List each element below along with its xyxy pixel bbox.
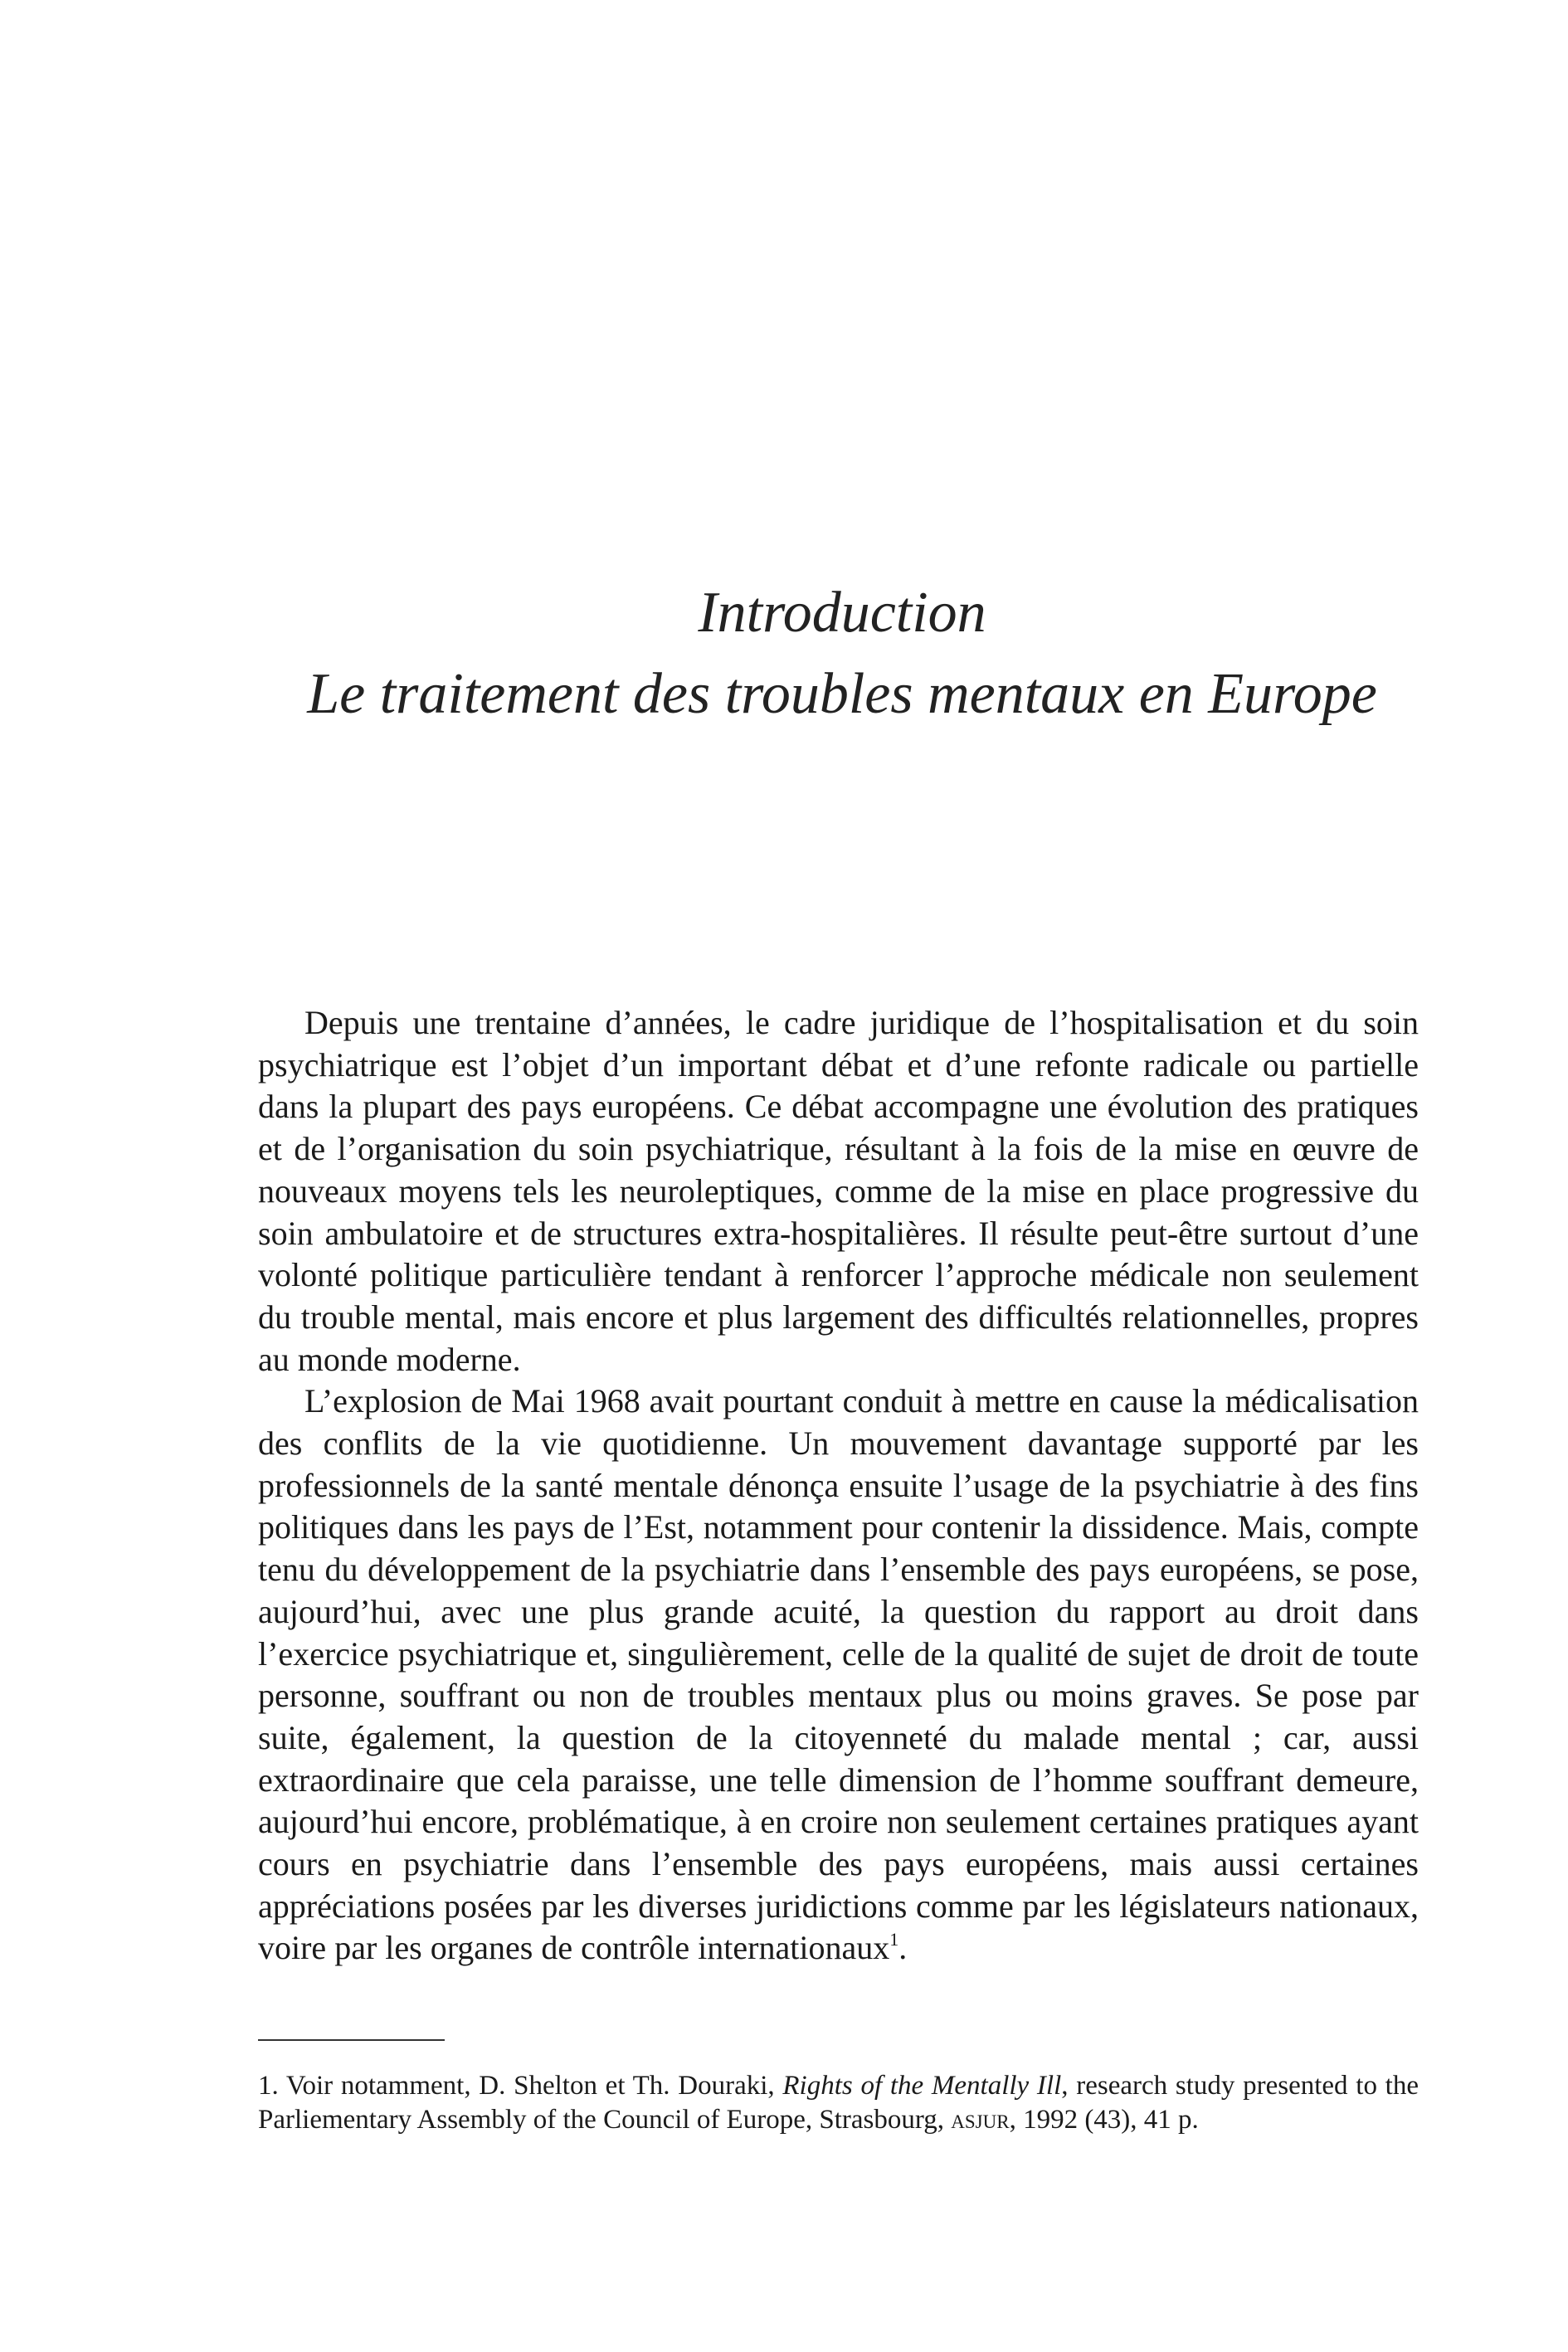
chapter-title-line-1: Introduction	[698, 581, 986, 645]
footnote-text-middle: , research study presented to the Parliementary Assembly of the Council of Europe, Strasbourg,	[258, 2071, 1419, 2135]
footnote-work-title: Rights of the Mentally Ill	[782, 2071, 1062, 2101]
paragraph-2-text: L’explosion de Mai 1968 avait pourtant conduit à mettre en cause la médicalisation des conflits de la vie quotidienne. Un mouvement davantage supporté par les professionnels de la santé mentale dénonça ensuite l’usage de la psychiatrie à des fins politiques dans les pays de l’Est, notamment pour contenir la dissidence. Mais, compte tenu du développement de la psychiatrie dans l’ensemble des pays européens, se pose, aujourd’hui, avec une plus grande acuité, la question du rapport au droit dans l’exercice psychiatrique et, singulièrement, celle de la qualité de sujet de droit de toute personne, souffrant ou non de troubles mentaux plus ou moins graves. Se pose par suite, également, la question de la citoyenneté du malade mental ; car, aussi extraordinaire que cela paraisse, une telle dimension de l’homme souffrant demeure, aujourd’hui encore, problématique, à en croire non seulement certaines pratiques ayant cours en psychiatrie dans l’ensemble des pays européens, mais aussi certaines appréciations posées par les diverses juridictions comme par les législateurs nationaux, voire par les organes de contrôle internationaux	[258, 1382, 1419, 1967]
footnote-separator	[258, 2039, 445, 2041]
paragraph-1-text: Depuis une trentaine d’années, le cadre juridique de l’hospitalisation et du soin psychiatrique est l’objet d’un important débat et d’une refonte radicale ou partielle dans la plupart des pays européens. Ce débat accompagne une évolution des pratiques et de l’organisation du soin psychiatrique, résultant à la fois de la mise en œuvre de nouveaux moyens tels les neuroleptiques, comme de la mise en place progressive du soin ambulatoire et de structures extra-hospitalières. Il résulte peut-être surtout d’une volonté politique particulière tendant à renforcer l’approche médicale non seulement du trouble mental, mais encore et plus largement des difficultés relationnelles, propres au monde moderne.	[258, 1004, 1419, 1378]
paragraph-2	[258, 1381, 1419, 1970]
footnote-text-end: , 1992 (43), 41 p.	[1009, 2105, 1199, 2135]
chapter-title	[249, 572, 1435, 735]
footnote-1	[258, 2069, 1419, 2137]
body-text	[258, 1002, 1419, 1970]
paragraph-1	[258, 1002, 1419, 1381]
footnote-series: asjur	[951, 2105, 1010, 2135]
footnote-number: 1.	[258, 2071, 279, 2101]
footnote-text-start: Voir notamment, D. Shelton et Th. Douraki,	[285, 2071, 775, 2101]
footnote-reference[interactable]: 1	[889, 1929, 899, 1950]
chapter-title-line-2: Le traitement des troubles mentaux en Europe	[307, 662, 1377, 726]
paragraph-2-end: .	[898, 1929, 908, 1967]
